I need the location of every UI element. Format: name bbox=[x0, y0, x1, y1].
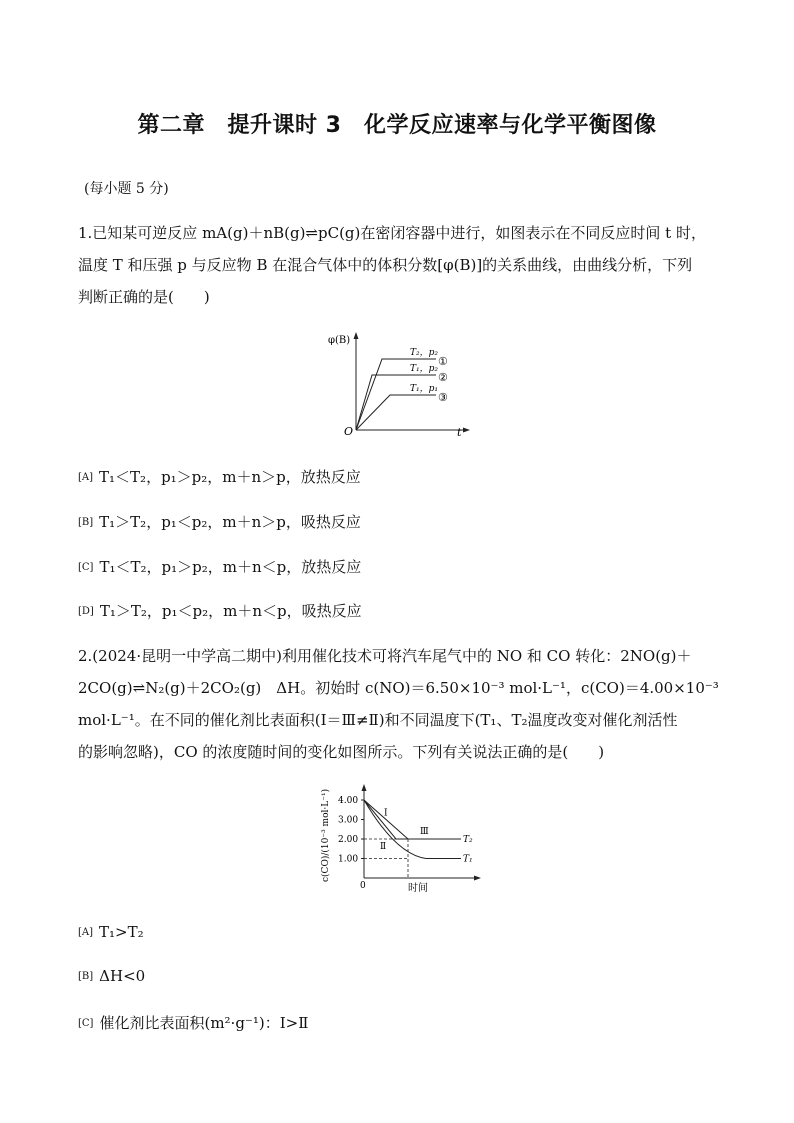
q2-chart bbox=[316, 782, 486, 894]
q2-series-line bbox=[364, 800, 461, 859]
q2-ytick-label: 2.00 bbox=[338, 835, 359, 845]
option-text: ΔH<0 bbox=[99, 967, 146, 985]
q2-series-line bbox=[364, 800, 461, 839]
q1-x-axis-label: t bbox=[457, 426, 462, 439]
q2-option-a[interactable] bbox=[78, 923, 144, 941]
q1-option-c[interactable] bbox=[78, 556, 361, 577]
q2-ytick-label: 3.00 bbox=[338, 815, 359, 826]
q2-stem-line-3: mol·L⁻¹。在不同的催化剂比表面积(Ⅰ＝Ⅲ≠Ⅱ)和不同温度下(T₁、T₂温度改变对催化剂活性 bbox=[78, 711, 678, 729]
q1-option-b[interactable] bbox=[78, 511, 361, 532]
q1-curve-2-number: ② bbox=[438, 371, 448, 384]
q2-y-axis-label: c(CO)/(10⁻³ mol·L⁻¹) bbox=[321, 788, 331, 882]
option-tag: [B] bbox=[78, 517, 94, 528]
q1-stem-line-3: 判断正确的是( ) bbox=[78, 288, 210, 306]
q1-curve-3 bbox=[356, 395, 436, 430]
q2-series-name: Ⅱ bbox=[380, 841, 387, 852]
q1-curve-2-label: T₁，p₂ bbox=[410, 364, 438, 374]
q1-curve-1-number: ① bbox=[438, 355, 448, 368]
q2-origin-label: 0 bbox=[360, 881, 366, 891]
option-tag: [A] bbox=[78, 472, 94, 483]
option-text: 催化剂比表面积(m²·g⁻¹)：Ⅰ>Ⅱ bbox=[99, 1014, 309, 1032]
score-note: (每小题 5 分) bbox=[84, 181, 169, 197]
q1-curve-1-label: T₂，p₂ bbox=[410, 348, 438, 358]
option-tag: [C] bbox=[78, 1018, 94, 1029]
q1-curve-3-number: ③ bbox=[438, 391, 448, 404]
q2-series-name: Ⅰ bbox=[384, 808, 388, 819]
q2-stem-line-4: 的影响忽略)，CO 的浓度随时间的变化如图所示。下列有关说法正确的是( ) bbox=[78, 743, 605, 761]
q2-x-axis-label: 时间 bbox=[408, 883, 428, 894]
option-tag: [C] bbox=[78, 562, 94, 573]
q2-ytick-label: 1.00 bbox=[338, 854, 359, 865]
q1-figure bbox=[320, 328, 480, 446]
option-tag: [A] bbox=[78, 927, 94, 938]
option-text: T₁＜T₂，p₁＞p₂，m＋n＜p，放热反应 bbox=[99, 558, 362, 576]
q1-option-d[interactable] bbox=[78, 600, 362, 621]
q2-stem-line-1: 2.(2024·昆明一中学高二期中)利用催化技术可将汽车尾气中的 NO 和 CO 转化：2NO(g)＋ bbox=[78, 647, 692, 665]
q2-option-b[interactable] bbox=[78, 967, 145, 985]
q1-stem-line-1: 1.已知某可逆反应 mA(g)＋nB(g)⇌pC(g)在密闭容器中进行，如图表示在不同反应时间 t 时， bbox=[78, 224, 706, 242]
q1-y-axis-label: φ(B) bbox=[328, 335, 351, 346]
option-text: T₁＞T₂，p₁＜p₂，m＋n＜p，吸热反应 bbox=[99, 602, 362, 620]
option-text: T₁＞T₂，p₁＜p₂，m＋n＞p，吸热反应 bbox=[99, 513, 361, 531]
option-text: T₁>T₂ bbox=[99, 923, 144, 941]
q2-series-line bbox=[364, 800, 461, 839]
q2-stem-line-2: 2CO(g)⇌N₂(g)＋2CO₂(g) ΔH。初始时 c(NO)＝6.50×10⁻³ mol·L⁻¹，c(CO)＝4.00×10⁻³ bbox=[78, 679, 719, 697]
q1-origin-label: O bbox=[344, 425, 354, 438]
q1-option-a[interactable] bbox=[78, 466, 361, 487]
option-tag: [D] bbox=[78, 606, 94, 617]
q2-series-name: Ⅲ bbox=[420, 827, 429, 838]
q1-curve-3-label: T₁，p₁ bbox=[410, 384, 438, 394]
q2-end-label: T₁ bbox=[463, 854, 473, 865]
option-text: T₁＜T₂，p₁＞p₂，m＋n＞p，放热反应 bbox=[99, 468, 361, 486]
q2-end-label: T₂ bbox=[463, 835, 473, 845]
option-tag: [B] bbox=[78, 971, 94, 982]
page-title: 第二章 提升课时 3 化学反应速率与化学平衡图像 bbox=[137, 113, 657, 138]
q2-option-c[interactable] bbox=[78, 1012, 308, 1033]
q2-ytick-label: 4.00 bbox=[338, 796, 359, 806]
q1-stem-line-2: 温度 T 和压强 p 与反应物 B 在混合气体中的体积分数[φ(B)]的关系曲线，由曲线分析，下列 bbox=[78, 256, 693, 274]
